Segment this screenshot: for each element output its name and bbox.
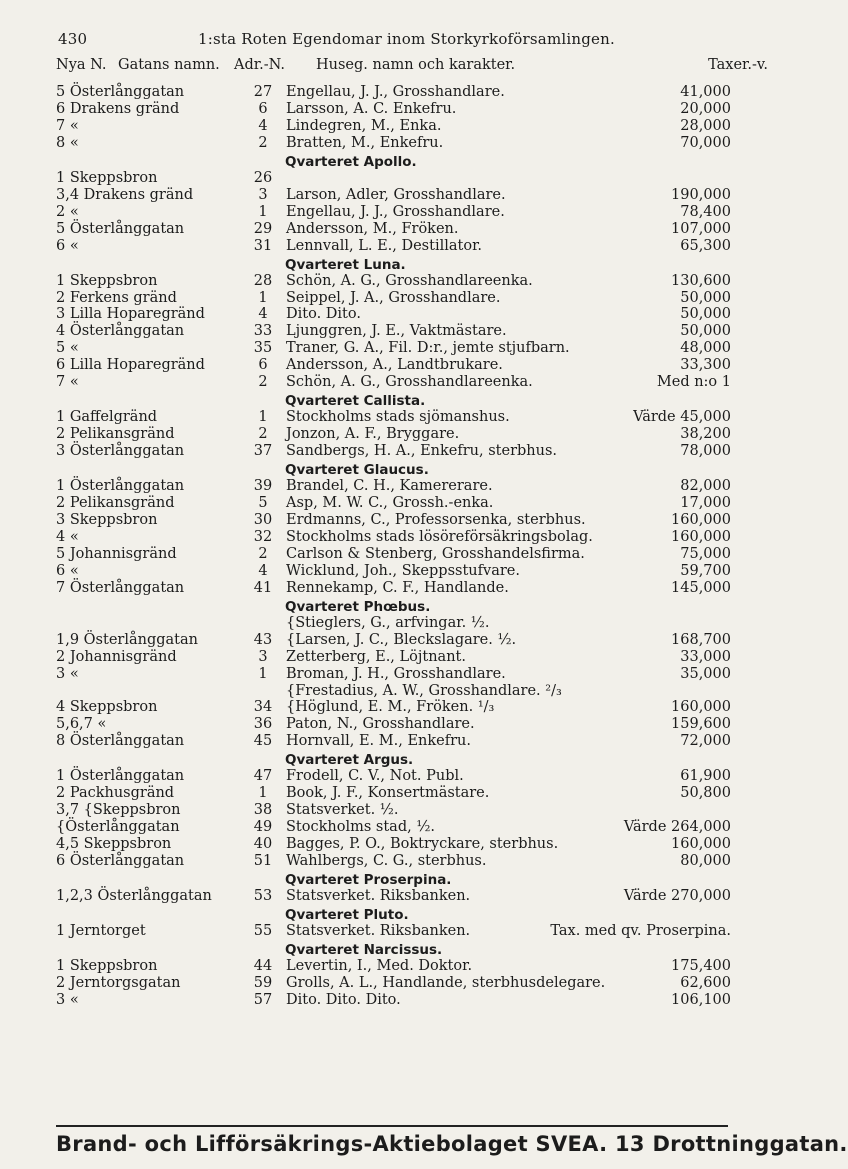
owner-cell: Dito. Dito. Dito.	[286, 991, 401, 1008]
owner-cell: Broman, J. H., Grosshandlare.	[286, 665, 506, 682]
tax-value-cell: 59,700	[680, 562, 731, 579]
property-row	[0, 323, 768, 340]
property-row	[0, 785, 768, 802]
col-owner: Huseg. namn och karakter.	[316, 57, 516, 73]
advert-banner: Brand- och Lifförsäkrings-Aktiebolaget SVEA. 13 Drottninggatan.	[56, 1125, 728, 1161]
adr-number-cell: 39	[253, 478, 273, 495]
tax-value-cell: 160,000	[671, 836, 731, 853]
property-row	[0, 221, 768, 238]
property-row	[0, 768, 768, 785]
property-row	[0, 290, 768, 307]
adr-number-cell: 4	[258, 562, 268, 579]
adr-number-cell: 51	[253, 853, 273, 870]
owner-cell: {Larsen, J. C., Bleckslagare. ½.	[286, 631, 517, 648]
tax-value-cell: 80,000	[680, 853, 731, 870]
col-tax: Taxer.-v.	[708, 57, 768, 73]
tax-value-cell: 62,600	[680, 974, 731, 991]
owner-cell: Stockholms stad, ½.	[286, 819, 435, 836]
tax-value-cell: 50,800	[680, 785, 731, 802]
tax-value-cell: 50,000	[680, 289, 731, 306]
property-row	[0, 84, 768, 101]
property-row	[0, 563, 768, 580]
address-cell: 2 «	[56, 203, 79, 220]
property-row	[0, 529, 768, 546]
address-cell: 3,4 Drakens gränd	[56, 186, 194, 203]
owner-cell: Engellau, J. J., Grosshandlare.	[286, 203, 505, 220]
owner-cell: Engellau, J. J., Grosshandlare.	[286, 84, 505, 100]
address-cell: 3 Lilla Hoparegränd	[56, 306, 205, 323]
property-row	[0, 649, 768, 666]
property-row	[0, 716, 768, 733]
address-cell: 3 «	[56, 665, 79, 682]
owner-cell: Sandbergs, H. A., Enkefru, sterbhus.	[286, 443, 558, 460]
property-row	[0, 699, 768, 716]
property-row	[0, 632, 768, 649]
property-row	[0, 238, 768, 255]
property-row	[0, 888, 768, 905]
adr-number-cell: 38	[253, 802, 273, 819]
property-row	[0, 443, 768, 460]
address-cell: 2 Pelikansgränd	[56, 495, 175, 511]
property-row	[0, 802, 768, 819]
adr-number-cell: 27	[253, 84, 273, 100]
tax-value-cell: 175,400	[671, 957, 731, 974]
block-title: Qvarteret Narcissus.	[285, 941, 443, 958]
owner-cell: Ljunggren, J. E., Vaktmästare.	[286, 323, 507, 340]
owner-cell: Lennvall, L. E., Destillator.	[286, 237, 483, 254]
tax-value-cell: 160,000	[671, 699, 731, 716]
tax-value-cell: 190,000	[671, 186, 731, 203]
owner-cell: Schön, A. G., Grosshandlareenka.	[286, 374, 533, 391]
adr-number-cell: 35	[253, 340, 273, 357]
adr-number-cell: 43	[253, 631, 273, 648]
adr-number-cell: 1	[258, 665, 268, 682]
address-cell: 7 «	[56, 374, 79, 391]
owner-cell: Frodell, C. V., Not. Publ.	[286, 768, 464, 785]
address-cell: 7 «	[56, 117, 79, 134]
owner-cell: Rennekamp, C. F., Handlande.	[286, 579, 509, 596]
tax-value-cell: 78,400	[680, 203, 731, 220]
property-row	[0, 409, 768, 426]
address-cell: 8 «	[56, 134, 79, 151]
tax-value-cell: Tax. med qv. Proserpina.	[550, 922, 731, 939]
tax-value-cell: Med n:o 1	[656, 374, 731, 391]
tax-value-cell: 65,300	[680, 237, 731, 254]
adr-number-cell: 29	[253, 220, 273, 237]
owner-cell: Book, J. F., Konsertmästare.	[286, 785, 490, 802]
adr-number-cell: 40	[253, 836, 273, 853]
address-cell: 2 Packhusgränd	[56, 785, 175, 802]
address-cell: 1 Österlånggatan	[56, 478, 185, 495]
property-row	[0, 512, 768, 529]
tax-value-cell: 159,600	[671, 716, 731, 733]
owner-cell: Wahlbergs, C. G., sterbhus.	[286, 853, 487, 870]
address-cell: 3,7 {Skeppsbron	[56, 802, 181, 819]
adr-number-cell: 59	[253, 974, 273, 991]
owner-cell: Erdmanns, C., Professorsenka, sterbhus.	[286, 511, 586, 528]
tax-value-cell: 130,600	[671, 272, 731, 289]
property-row	[0, 958, 768, 975]
property-row	[0, 426, 768, 443]
address-cell: 1,2,3 Österlånggatan	[56, 888, 212, 904]
tax-value-cell: 17,000	[680, 495, 731, 511]
owner-cell: Carlson & Stenberg, Grosshandelsfirma.	[286, 545, 585, 562]
owner-cell: Grolls, A. L., Handlande, sterbhusdelegare.	[286, 974, 606, 991]
adr-number-cell: 37	[253, 443, 273, 460]
address-cell: 4 Skeppsbron	[56, 699, 158, 716]
address-cell: 1 Skeppsbron	[56, 169, 158, 186]
owner-cell: Dito. Dito.	[286, 306, 361, 323]
property-row	[0, 273, 768, 290]
address-cell: 2 Pelikansgränd	[56, 426, 175, 443]
property-row	[0, 135, 768, 152]
block-title: Qvarteret Glaucus.	[285, 462, 429, 479]
owner-cell: Jonzon, A. F., Bryggare.	[286, 426, 460, 443]
col-street: Gatans namn.	[118, 57, 220, 73]
address-cell: 6 Österlånggatan	[56, 853, 185, 870]
page-title: 1:sta Roten Egendomar inom Storkyrkoförsamlingen.	[198, 30, 615, 48]
adr-number-cell: 5	[258, 495, 268, 511]
tax-value-cell: 70,000	[680, 134, 731, 151]
address-cell: {Österlånggatan	[56, 819, 180, 836]
owner-cell: Statsverket. ½.	[286, 802, 399, 819]
address-cell: 3 «	[56, 991, 79, 1008]
tax-value-cell: Värde 45,000	[633, 409, 731, 426]
property-row	[0, 170, 768, 187]
owner-cell: Larsson, A. C. Enkefru.	[286, 100, 457, 117]
tax-value-cell: 35,000	[680, 665, 731, 682]
adr-number-cell: 1	[258, 289, 268, 306]
address-cell: 2 Ferkens gränd	[56, 289, 177, 306]
address-cell: 5 Johannisgränd	[56, 545, 177, 562]
address-cell: 5 «	[56, 340, 79, 357]
property-row	[0, 340, 768, 357]
adr-number-cell: 33	[253, 323, 273, 340]
block-title: Qvarteret Phœbus.	[285, 598, 431, 615]
tax-value-cell: 41,000	[680, 84, 731, 100]
adr-number-cell: 1	[258, 409, 268, 426]
block-title: Qvarteret Apollo.	[285, 153, 417, 170]
adr-number-cell: 34	[253, 699, 273, 716]
owner-cell: Andersson, A., Landtbrukare.	[286, 357, 503, 374]
adr-number-cell: 2	[258, 426, 268, 443]
property-row	[0, 118, 768, 135]
adr-number-cell: 3	[258, 186, 268, 203]
tax-value-cell: 160,000	[671, 528, 731, 545]
property-row	[0, 204, 768, 221]
tax-value-cell: 107,000	[671, 220, 731, 237]
owner-cell: {Stieglers, G., arfvingar. ½.	[286, 614, 490, 631]
adr-number-cell: 31	[253, 237, 273, 254]
block-title: Qvarteret Callista.	[285, 393, 426, 410]
tax-value-cell: 28,000	[680, 117, 731, 134]
tax-value-cell: 38,200	[680, 426, 731, 443]
adr-number-cell: 28	[253, 272, 273, 289]
property-row	[0, 923, 768, 940]
owner-cell: Zetterberg, E., Löjtnant.	[286, 648, 466, 665]
address-cell: 8 Österlånggatan	[56, 733, 185, 750]
address-cell: 1 Österlånggatan	[56, 768, 185, 785]
property-row	[0, 836, 768, 853]
tax-value-cell: 48,000	[680, 340, 731, 357]
adr-number-cell: 2	[258, 134, 268, 151]
address-cell: 5 Österlånggatan	[56, 84, 185, 100]
address-cell: 3 Skeppsbron	[56, 511, 158, 528]
adr-number-cell: 4	[258, 117, 268, 134]
owner-cell: Larson, Adler, Grosshandlare.	[286, 186, 506, 203]
tax-value-cell: 50,000	[680, 323, 731, 340]
adr-number-cell: 1	[258, 785, 268, 802]
property-row	[0, 374, 768, 391]
address-cell: 6 Drakens gränd	[56, 100, 180, 117]
block-title: Qvarteret Pluto.	[285, 906, 409, 923]
tax-value-cell: 82,000	[680, 478, 731, 495]
owner-cell: Levertin, I., Med. Doktor.	[286, 957, 473, 974]
adr-number-cell: 41	[253, 579, 273, 596]
owner-cell: Wicklund, Joh., Skeppsstufvare.	[286, 562, 520, 579]
tax-value-cell: 50,000	[680, 306, 731, 323]
adr-number-cell: 55	[253, 922, 273, 939]
address-cell: 1 Gaffelgränd	[56, 409, 158, 426]
tax-value-cell: 75,000	[680, 545, 731, 562]
address-cell: 3 Österlånggatan	[56, 443, 185, 460]
owner-cell: Stockholms stads sjömanshus.	[286, 409, 510, 426]
owner-cell: Lindegren, M., Enka.	[286, 117, 442, 134]
adr-number-cell: 57	[253, 991, 273, 1008]
property-row	[0, 992, 768, 1009]
col-adr: Adr.-N.	[234, 57, 285, 73]
property-row	[0, 683, 768, 700]
property-row	[0, 546, 768, 563]
address-cell: 5 Österlånggatan	[56, 220, 185, 237]
owner-cell: Schön, A. G., Grosshandlareenka.	[286, 272, 533, 289]
address-cell: 4 «	[56, 528, 79, 545]
address-cell: 7 Österlånggatan	[56, 579, 185, 596]
tax-value-cell: 145,000	[671, 579, 731, 596]
tax-value-cell: 20,000	[680, 100, 731, 117]
property-row	[0, 478, 768, 495]
owner-cell: Stockholms stads lösöreförsäkringsbolag.	[286, 528, 593, 545]
owner-cell: Bagges, P. O., Boktryckare, sterbhus.	[286, 836, 559, 853]
owner-cell: {Höglund, E. M., Fröken. ¹/₃	[286, 699, 495, 716]
adr-number-cell: 2	[258, 545, 268, 562]
owner-cell: Seippel, J. A., Grosshandlare.	[286, 289, 501, 306]
tax-value-cell: 106,100	[671, 991, 731, 1008]
block-title: Qvarteret Luna.	[285, 256, 406, 273]
address-cell: 1,9 Österlånggatan	[56, 631, 198, 648]
column-headers	[56, 57, 768, 77]
address-cell: 1 Skeppsbron	[56, 957, 158, 974]
owner-cell: Asp, M. W. C., Grossh.-enka.	[286, 495, 494, 511]
block-title: Qvarteret Proserpina.	[285, 872, 452, 888]
adr-number-cell: 53	[253, 888, 273, 904]
adr-number-cell: 1	[258, 203, 268, 220]
adr-number-cell: 32	[253, 528, 273, 545]
adr-number-cell: 2	[258, 374, 268, 391]
property-row	[0, 495, 768, 512]
owner-cell: Paton, N., Grosshandlare.	[286, 716, 475, 733]
adr-number-cell: 47	[253, 768, 273, 785]
owner-cell: Traner, G. A., Fil. D:r., jemte stjufbarn.	[286, 340, 570, 357]
address-cell: 5,6,7 «	[56, 716, 107, 733]
address-cell: 1 Jerntorget	[56, 922, 146, 939]
adr-number-cell: 49	[253, 819, 273, 836]
property-row	[0, 357, 768, 374]
address-cell: 4 Österlånggatan	[56, 323, 185, 340]
tax-value-cell: 61,900	[680, 768, 731, 785]
owner-cell: Statsverket. Riksbanken.	[286, 922, 471, 939]
adr-number-cell: 6	[258, 100, 268, 117]
page-number: 430	[58, 30, 88, 48]
adr-number-cell: 45	[253, 733, 273, 750]
tax-value-cell: 33,000	[680, 648, 731, 665]
tax-value-cell: 33,300	[680, 357, 731, 374]
address-cell: 1 Skeppsbron	[56, 272, 158, 289]
property-row	[0, 187, 768, 204]
adr-number-cell: 44	[253, 957, 273, 974]
address-cell: 2 Jerntorgsgatan	[56, 974, 181, 991]
address-cell: 4,5 Skeppsbron	[56, 836, 172, 853]
owner-cell: {Frestadius, A. W., Grosshandlare. ²/₃	[286, 682, 562, 699]
owner-cell: Bratten, M., Enkefru.	[286, 134, 444, 151]
property-row	[0, 853, 768, 870]
adr-number-cell: 36	[253, 716, 273, 733]
adr-number-cell: 30	[253, 511, 273, 528]
adr-number-cell: 6	[258, 357, 268, 374]
owner-cell: Hornvall, E. M., Enkefru.	[286, 733, 471, 750]
property-row	[0, 733, 768, 750]
owner-cell: Brandel, C. H., Kamererare.	[286, 478, 493, 495]
property-row	[0, 615, 768, 632]
property-row	[0, 666, 768, 683]
owner-cell: Statsverket. Riksbanken.	[286, 888, 471, 904]
address-cell: 6 Lilla Hoparegränd	[56, 357, 205, 374]
tax-value-cell: 160,000	[671, 511, 731, 528]
property-row	[0, 580, 768, 597]
tax-value-cell: Värde 264,000	[623, 819, 731, 836]
address-cell: 2 Johannisgränd	[56, 648, 177, 665]
property-row	[0, 975, 768, 992]
tax-value-cell: 72,000	[680, 733, 731, 750]
property-row	[0, 306, 768, 323]
adr-number-cell: 4	[258, 306, 268, 323]
tax-value-cell: 168,700	[671, 631, 731, 648]
tax-value-cell: 78,000	[680, 443, 731, 460]
property-row	[0, 819, 768, 836]
col-nr: Nya N.	[56, 57, 107, 73]
owner-cell: Andersson, M., Fröken.	[286, 220, 459, 237]
property-row	[0, 101, 768, 118]
adr-number-cell: 3	[258, 648, 268, 665]
block-title: Qvarteret Argus.	[285, 752, 414, 769]
address-cell: 6 «	[56, 562, 79, 579]
address-cell: 6 «	[56, 237, 79, 254]
tax-value-cell: Värde 270,000	[623, 888, 731, 904]
adr-number-cell: 26	[253, 169, 273, 186]
